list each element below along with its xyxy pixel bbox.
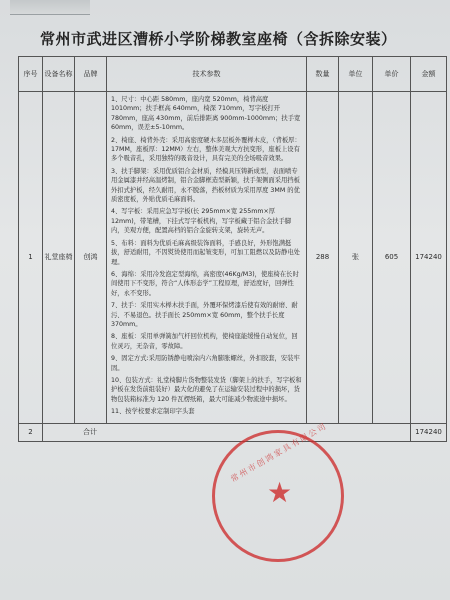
seal-text: 常州市创鸿家具有限公司 xyxy=(229,421,329,484)
row-brand: 创鸿 xyxy=(75,92,107,424)
total-amount: 174240 xyxy=(411,423,447,441)
spec-item: 3、扶手脚架：采用优质铝合金材质，经模具压铸新成型，表面喷专用金属漆并经高温烤制，铝合金脚框造型新颖，扶手架侧面采用挡板外扣式护板，经久耐用，永不脱落，挡板材质为采用厚度 3MM 的优质密度板，外贴优质毛麻面料。 xyxy=(111,167,300,204)
document-title: 常州市武进区漕桥小学阶梯教室座椅（含拆除安装） xyxy=(40,30,397,48)
header-index: 序号 xyxy=(19,57,43,92)
header-amount: 金额 xyxy=(411,57,447,92)
binder-clip xyxy=(10,0,90,15)
header-unit-price: 单价 xyxy=(373,57,411,92)
spec-item: 7、扶手：采用实木榉木扶手面，外覆环保烤漆后使有效的耐磨、耐污、不易退色。扶手面长 250mm×宽 60mm，整个扶手长度 370mm。 xyxy=(111,302,298,328)
spec-item: 8、座板：采用单弹簧加气杆回位机构，使椅座能缓慢自动复位，回位灵巧，无杂音，零故障。 xyxy=(111,333,298,350)
quote-table xyxy=(18,56,447,442)
spec-item: 9、固定方式:采用防锈静电喷涂内六角膨胀螺丝，外扣胶套，安装牢固。 xyxy=(111,355,300,372)
spec-item: 6、海绵：采用冷发泡定型海绵，高密度(46Kg/M3)，使座椅在长时间使用下不变形，符合“人体形态学”工程原理，舒适度好，回弹性好，永不变形。 xyxy=(111,270,299,297)
row-index: 1 xyxy=(19,92,43,424)
spec-item: 4、写字板：采用应急写字板(长 295mm×宽 255mm×厚 12mm)，带笔槽，下挂式写字板机构，写字板藏于铝合金扶手脚内，美观方便，配置高档的铝合金旋转支架，旋转无声。 xyxy=(111,208,292,235)
spec-item: 2、椅座、椅背外壳：采用高密度硬木多层板外覆榉木皮，（背板厚：17MM，座板厚：12MM）左右，整体美观大方抗变形，座板上设有多个吸音孔，采用独特的吸音设计，具有完美的全场吸音效果。 xyxy=(111,136,301,163)
header-device-name: 设备名称 xyxy=(43,57,75,92)
spec-item: 11、按学校要求定制印字头套 xyxy=(111,408,195,416)
seal-star-icon: ★ xyxy=(267,476,293,509)
spec-item: 5、布料：面料为优质毛麻高级装饰面料，手感良好，外形饱满挺拔，舒适耐用，不因熨烫使用而起皱变形，可加工阻燃以及防静电处理。 xyxy=(111,239,300,266)
row-spec xyxy=(107,92,307,424)
total-row xyxy=(19,423,447,441)
total-index: 2 xyxy=(19,423,43,441)
header-brand: 品牌 xyxy=(75,57,107,92)
spec-item: 10、包装方式：礼堂椅脚片货物整装发货（脚架上的扶手，写字板和护板在发货前组装好）最大化的避免了在运输安装过程中的损坏，货物包装箱标准为 120 件瓦楞纸箱，最大可能减少物流途中损坏。 xyxy=(111,376,302,403)
header-unit: 单位 xyxy=(339,57,373,92)
header-spec: 技术参数 xyxy=(107,57,307,92)
header-quantity: 数量 xyxy=(307,57,339,92)
row-unit-price: 605 xyxy=(373,92,411,424)
total-label: 合计 xyxy=(43,423,411,441)
row-amount: 174240 xyxy=(411,92,447,424)
company-seal xyxy=(212,421,344,562)
row-device-name: 礼堂座椅 xyxy=(43,92,75,424)
spec-item: 1、尺寸：中心距 580mm，座内宽 520mm，椅背高度 1010mm；扶手框高 640mm，椅深 710mm，写字板打开 780mm，座高 430mm，前后排距离 900mm-1000mm；扶手宽 60mm，误差±5-10mm。 xyxy=(111,96,301,132)
row-quantity: 288 xyxy=(307,92,339,424)
table-row xyxy=(19,92,447,424)
row-unit: 张 xyxy=(339,92,373,424)
table-header-row xyxy=(19,57,447,92)
